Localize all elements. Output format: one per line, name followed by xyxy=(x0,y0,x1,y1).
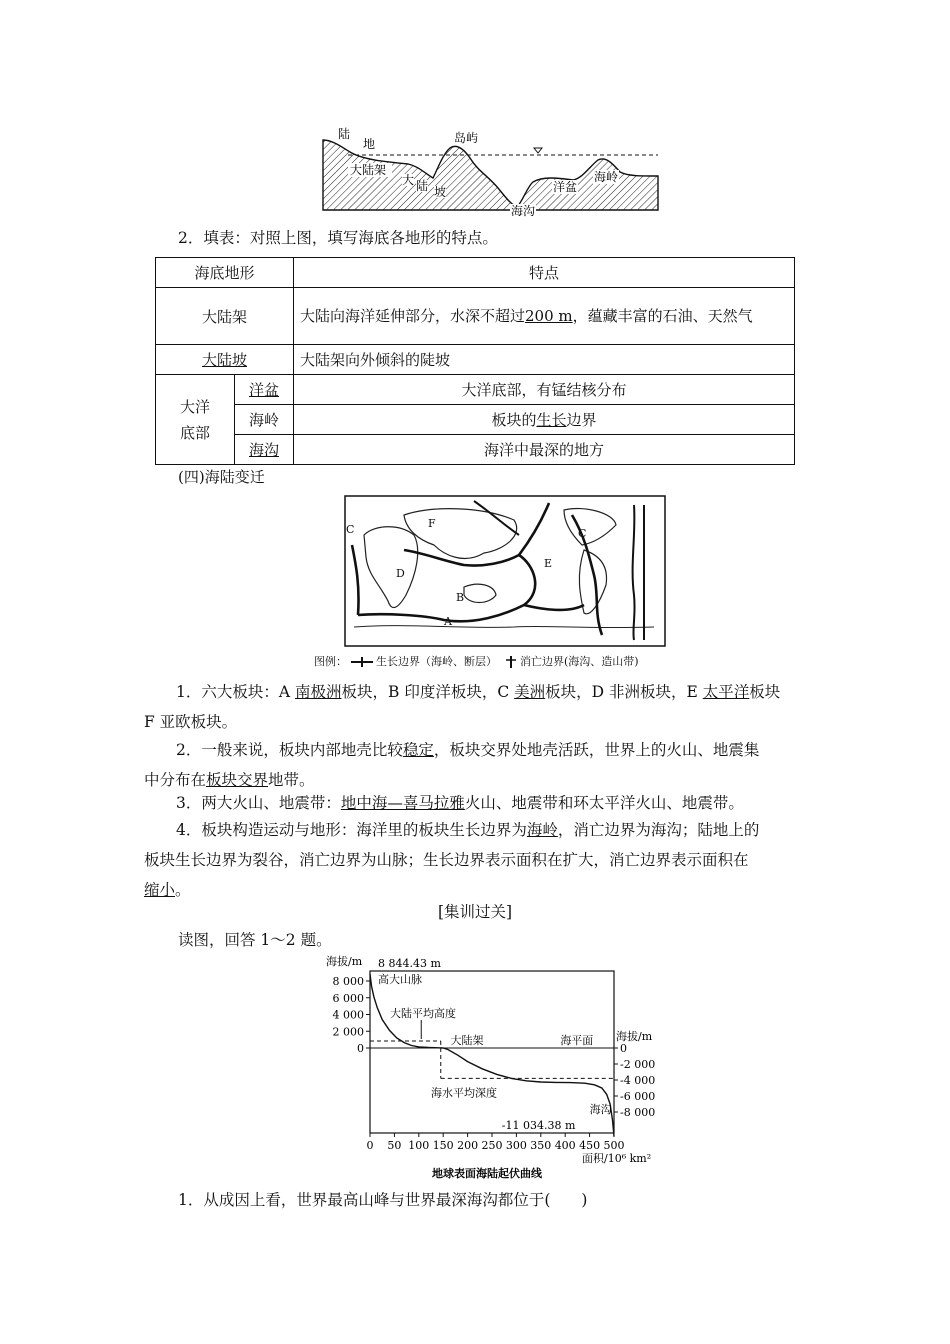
table-row xyxy=(156,375,795,405)
cell-basin-desc: 大洋底部，有锰结核分布 xyxy=(294,375,795,405)
hypsographic-curve xyxy=(370,974,614,1136)
hypsographic-curve-chart xyxy=(318,955,658,1180)
answer-200m: 200 m xyxy=(525,307,573,325)
x-tick-label: 450 xyxy=(579,1139,601,1152)
x-tick-label: 400 xyxy=(554,1139,576,1152)
annotation-ocean-mean: 海水平均深度 xyxy=(431,1086,497,1100)
plate-letter-f: F xyxy=(428,517,436,530)
table-row xyxy=(156,435,795,465)
annotation-mountains: 高大山脉 xyxy=(378,973,422,986)
cell-ocean-floor: 大洋底部 xyxy=(156,375,235,465)
growth-boundary-icon xyxy=(351,657,373,667)
right-tick-label: -8 000 xyxy=(620,1106,656,1119)
table-row xyxy=(156,288,795,345)
read-prompt: 读图，回答 1～2 题。 xyxy=(178,931,332,949)
label-trench: 海沟 xyxy=(511,204,536,218)
label-slope-1: 大 xyxy=(402,173,415,187)
x-tick-label: 300 xyxy=(505,1139,527,1152)
header-feature: 特点 xyxy=(294,258,795,288)
plate-letter-b: B xyxy=(456,591,465,604)
table-row xyxy=(156,405,795,435)
x-tick-label: 100 xyxy=(408,1139,430,1152)
left-tick-label: 8 000 xyxy=(332,975,364,988)
header-terrain: 海底地形 xyxy=(156,258,294,288)
x-tick-label: 250 xyxy=(481,1139,503,1152)
label-land: 地 xyxy=(363,137,376,151)
cell-trench-name: 海沟 xyxy=(235,435,294,465)
y-axis-label-right: 海拔/m xyxy=(616,1030,653,1043)
right-tick-label: -6 000 xyxy=(620,1090,656,1103)
label-shelf: 大陆架 xyxy=(350,163,387,177)
seafloor-profile-diagram xyxy=(318,126,663,218)
plot-frame xyxy=(370,971,614,1133)
annotation-sea-level: 海平面 xyxy=(560,1034,594,1047)
right-tick-label: 0 xyxy=(620,1042,627,1055)
right-tick-label: -2 000 xyxy=(620,1058,656,1071)
x-tick-label: 150 xyxy=(432,1139,454,1152)
annotation-peak: 8 844.43 m xyxy=(378,957,441,970)
chart-title: 地球表面海陆起伏曲线 xyxy=(432,1167,542,1180)
table-row xyxy=(156,345,795,375)
subduction-boundary-icon xyxy=(505,656,517,668)
x-tick-label: 500 xyxy=(603,1139,625,1152)
left-tick-label: 4 000 xyxy=(332,1008,364,1022)
right-tick-label: -4 000 xyxy=(620,1074,656,1087)
label-basin: 洋盆 xyxy=(553,180,578,194)
question-2-title: 2．填表：对照上图，填写海底各地形的特点。 xyxy=(178,229,498,247)
cell-trench-desc: 海洋中最深的地方 xyxy=(294,435,795,465)
left-tick-label: 0 xyxy=(357,1042,364,1055)
plate-tectonics-map xyxy=(344,495,666,647)
x-tick-label: 50 xyxy=(387,1139,402,1152)
section-4-title: (四)海陆变迁 xyxy=(178,468,265,486)
x-axis-label: 面积/10⁶ km² xyxy=(582,1152,652,1165)
plate-letter-a: A xyxy=(444,615,452,628)
cell-shelf-desc: 大陆向海洋延伸部分，水深不超过200 m，蕴藏丰富的石油、天然气 xyxy=(294,288,795,345)
cell-ridge-name: 海岭 xyxy=(235,405,294,435)
annotation-land-mean: 大陆平均高度 xyxy=(390,1007,456,1020)
point-2: 2．一般来说，板块内部地壳比较稳定，板块交界处地壳活跃，世界上的火山、地震集 中分布在板块交界地带。 xyxy=(144,741,760,789)
practice-heading: [集训过关] xyxy=(437,903,513,921)
label-slope-2: 陆 xyxy=(416,179,429,193)
label-land-top: 陆 xyxy=(338,127,351,141)
annotation-trench: 海沟 xyxy=(589,1103,612,1116)
plate-map-legend: 图例： 生长边界（海岭、断层） 消亡边界(海沟、造山带) xyxy=(314,655,639,668)
cell-shelf-name: 大陆架 xyxy=(156,288,294,345)
annotation-trench-depth: -11 034.38 m xyxy=(501,1119,576,1132)
x-tick-label: 350 xyxy=(530,1139,552,1152)
cell-basin-name: 洋盆 xyxy=(235,375,294,405)
question-1: 1．从成因上看，世界最高山峰与世界最深海沟都位于( ) xyxy=(178,1191,588,1209)
label-island: 岛屿 xyxy=(454,131,479,145)
annotation-shelf: 大陆架 xyxy=(450,1034,484,1047)
plate-letter-e: E xyxy=(544,557,553,570)
point-4: 4．板块构造运动与地形：海洋里的板块生长边界为海岭，消亡边界为海沟；陆地上的 板块生长边界为裂谷，消亡边界为山脉；生长边界表示面积在扩大，消亡边界表示面积在 缩小。 xyxy=(144,821,760,899)
label-slope-3: 坡 xyxy=(434,185,447,199)
y-axis-label-left: 海拔/m xyxy=(326,955,363,968)
x-tick-label: 0 xyxy=(366,1139,374,1152)
plate-letter-d: D xyxy=(396,567,405,580)
label-ridge: 海岭 xyxy=(594,170,619,184)
point-1: 1．六大板块：A 南极洲板块，B 印度洋板块，C 美洲板块，D 非洲板块，E 太平洋板块 F 亚欧板块。 xyxy=(144,683,781,731)
cell-slope-name: 大陆坡 xyxy=(156,345,294,375)
point-3: 3．两大火山、地震带：地中海—喜马拉雅火山、地震带和环太平洋火山、地震带。 xyxy=(176,794,744,812)
left-tick-label: 6 000 xyxy=(332,991,364,1005)
left-tick-label: 2 000 xyxy=(332,1025,364,1039)
cell-slope-desc: 大陆架向外倾斜的陡坡 xyxy=(294,345,795,375)
plate-letter-c-west: C xyxy=(346,523,355,536)
x-tick-label: 200 xyxy=(457,1139,479,1152)
cell-ridge-desc: 板块的生长边界 xyxy=(294,405,795,435)
table-header-row xyxy=(156,258,795,288)
plate-letter-c-east: C xyxy=(578,527,587,540)
seafloor-terrain-table xyxy=(155,257,795,465)
